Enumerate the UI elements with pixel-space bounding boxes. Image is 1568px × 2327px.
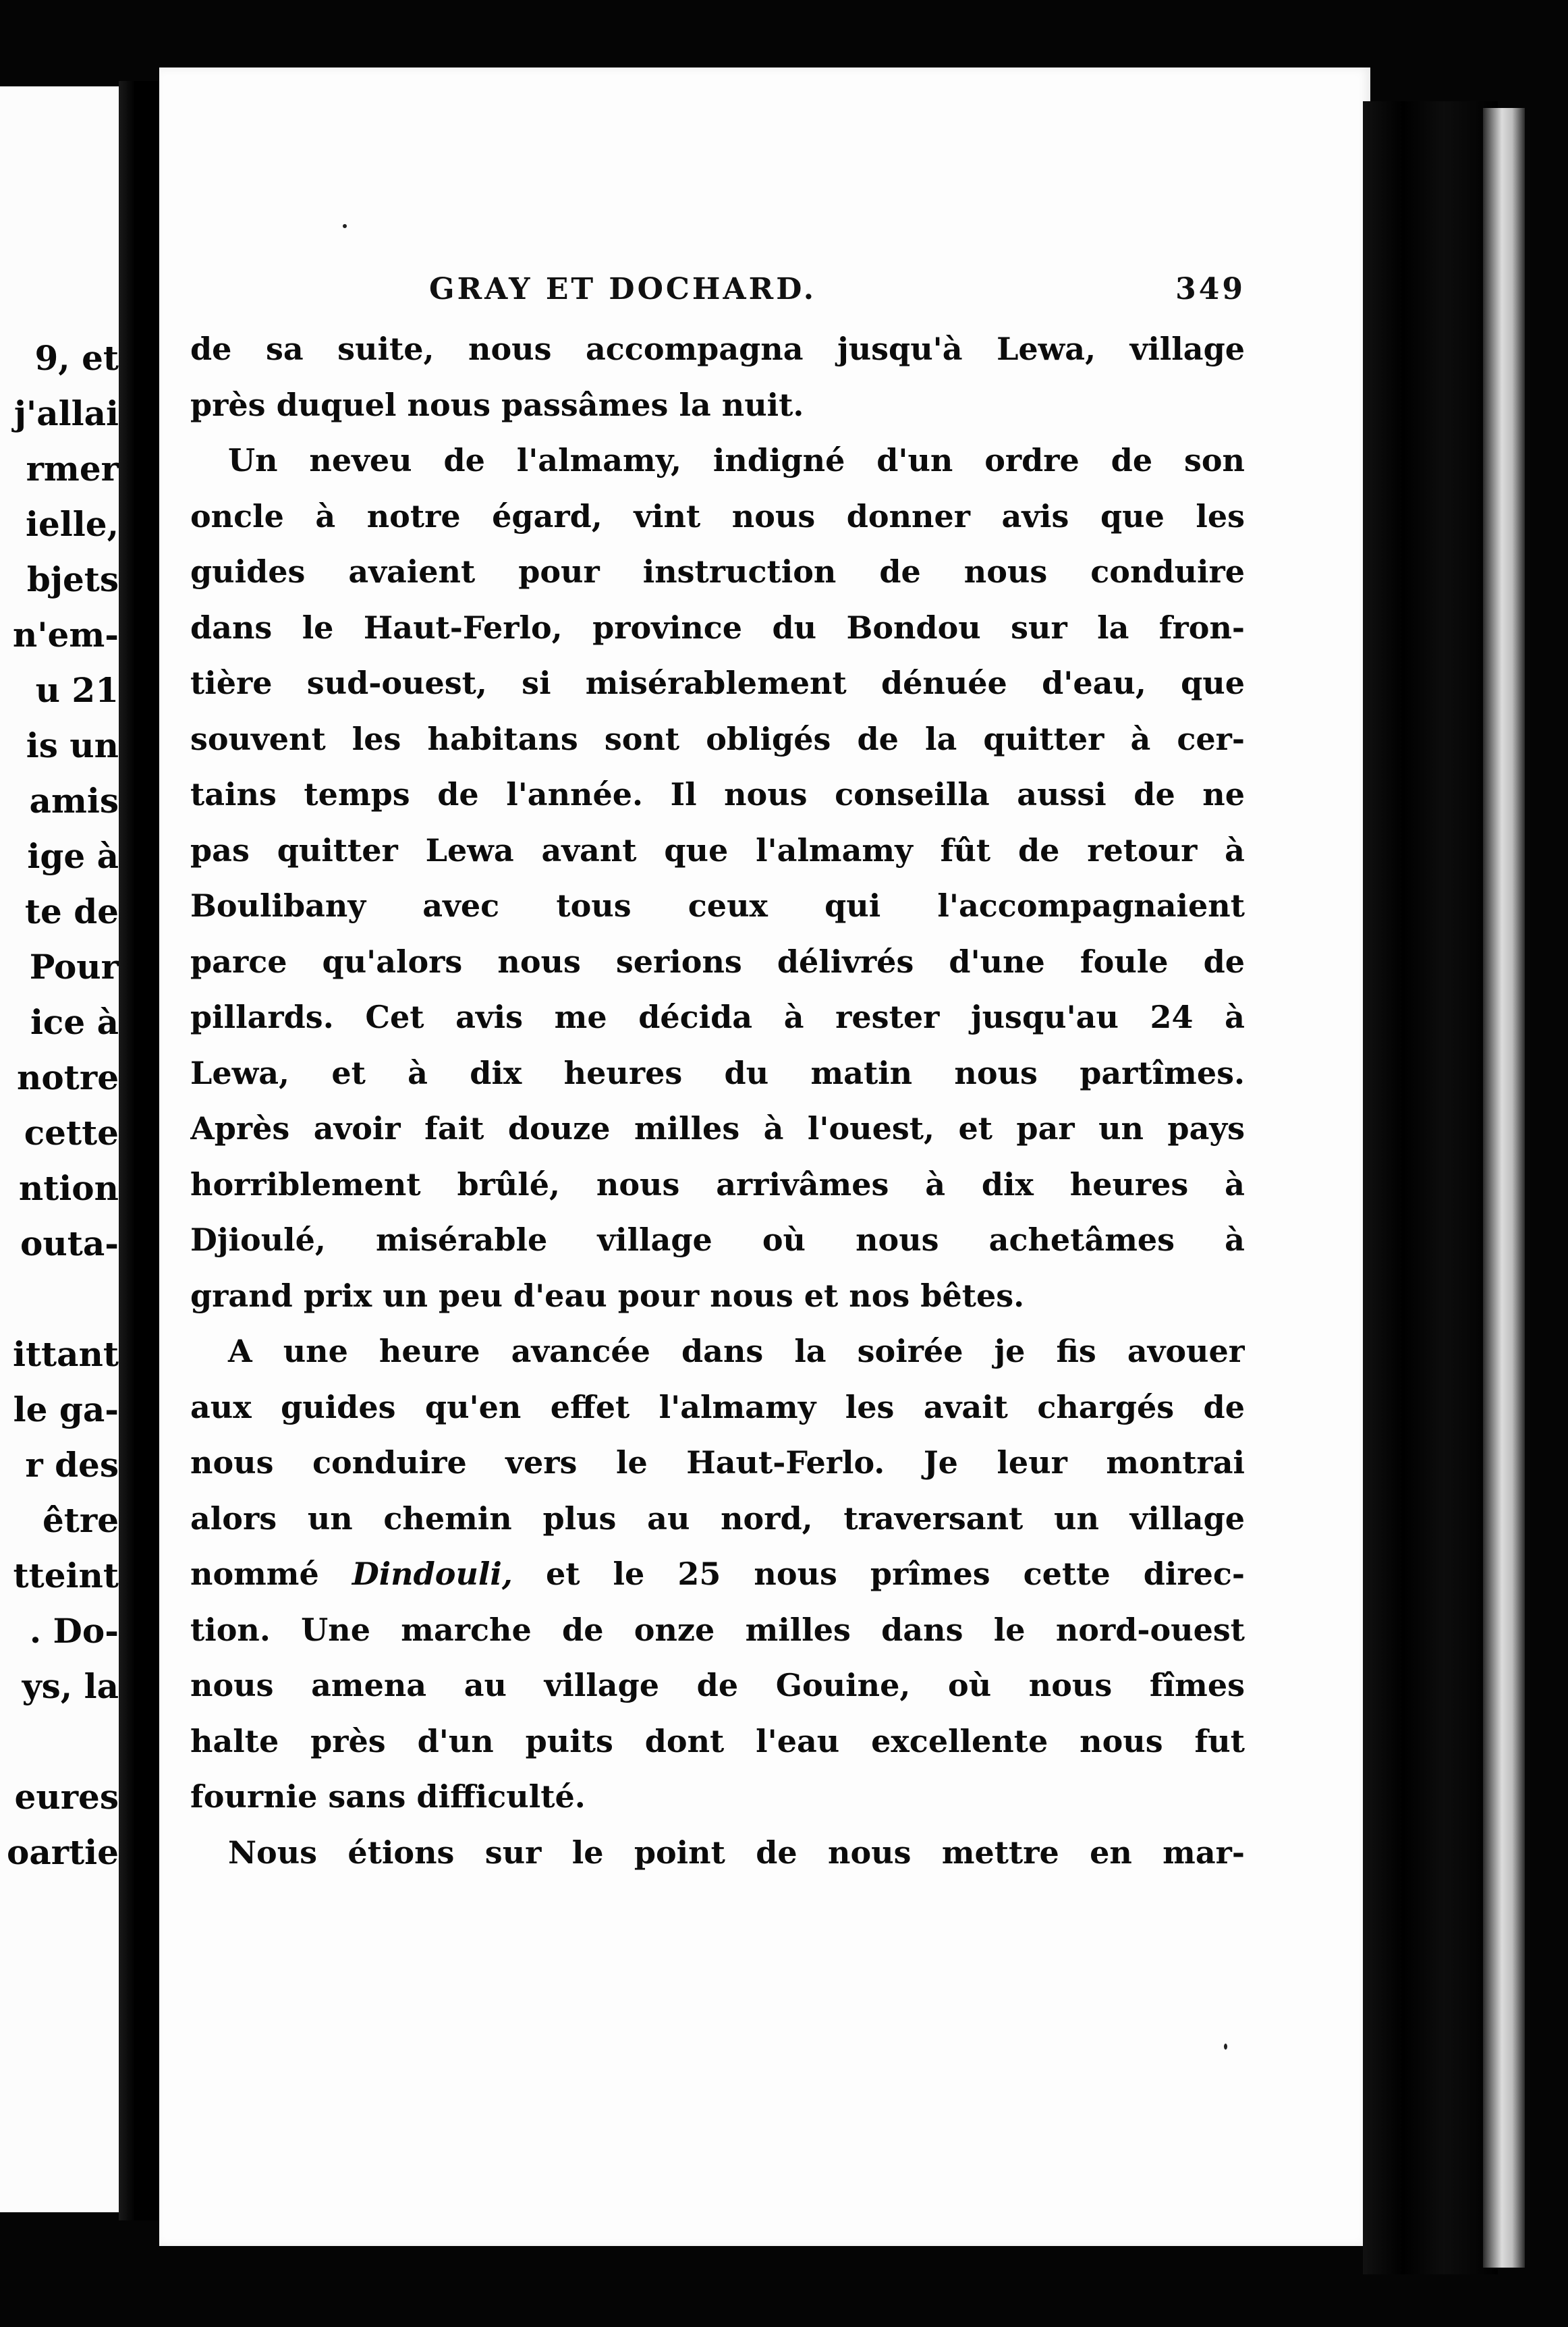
facing-page-fragment: ige à — [27, 836, 119, 876]
facing-page-fragment: être — [42, 1500, 119, 1540]
text-line: pillards. Cet avis me décida à rester jusqu'au 24 à — [190, 999, 1245, 1035]
text-line: Djioulé, misérable village où nous achetâmes à — [190, 1222, 1245, 1258]
text-line: parce qu'alors nous serions délivrés d'une foule de — [190, 943, 1245, 980]
facing-page-fragment: Pour — [29, 947, 119, 987]
book-edge-shadow — [1363, 101, 1498, 2274]
facing-page-fragment: notre — [17, 1058, 119, 1097]
page-number: 349 — [1175, 272, 1245, 306]
text-line: A une heure avancée dans la soirée je fis avouer — [228, 1333, 1245, 1369]
main-page — [159, 67, 1370, 2246]
facing-page-fragment: outa- — [20, 1224, 119, 1263]
body-text — [190, 321, 1245, 1880]
text-line: aux guides qu'en effet l'almamy les avait chargés de — [190, 1388, 1245, 1425]
book-page-edges — [1483, 108, 1525, 2268]
facing-page-fragment: ielle, — [25, 504, 119, 544]
facing-page-fragment: is un — [26, 726, 119, 765]
facing-page-fragment: 9, et — [34, 338, 119, 378]
text-line: Boulibany avec tous ceux qui l'accompagnaient — [190, 887, 1245, 924]
facing-page-fragment: n'em- — [12, 615, 119, 655]
running-head — [429, 272, 1245, 319]
facing-page-fragment — [7, 1714, 119, 1770]
page-gutter-shadow — [119, 81, 159, 2220]
text-line: Lewa, et à dix heures du matin nous partîmes. — [190, 1054, 1245, 1091]
facing-page-fragment: amis — [29, 781, 119, 821]
text-line: nous amena au village de Gouine, où nous fîmes — [190, 1667, 1245, 1703]
text-line: Après avoir fait douze milles à l'ouest, et par un pays — [190, 1110, 1245, 1147]
text-line: halte près d'un puits dont l'eau excellente nous fut — [190, 1722, 1245, 1759]
text-line: fournie sans difficulté. — [190, 1778, 586, 1815]
text-line: Nous étions sur le point de nous mettre en mar- — [228, 1834, 1245, 1871]
text-line: souvent les habitans sont obligés de la quitter à cer- — [190, 720, 1245, 757]
text-run: et le 25 nous prîmes cette direc- — [545, 1556, 1245, 1592]
facing-page-fragment: ittant — [12, 1334, 119, 1374]
facing-page-fragment: te de — [24, 892, 119, 931]
facing-page-fragment: ys, la — [22, 1666, 119, 1706]
text-line: Un neveu de l'almamy, indigné d'un ordre de son — [228, 442, 1245, 478]
place-name-italic: Dindouli, — [352, 1556, 513, 1592]
text-line: tion. Une marche de onze milles dans le nord-ouest — [190, 1611, 1245, 1648]
text-line-with-italic — [190, 1546, 1245, 1602]
facing-page-fragment: ntion — [18, 1168, 119, 1208]
facing-page-fragment: ice à — [30, 1002, 119, 1042]
text-line: pas quitter Lewa avant que l'almamy fût de retour à — [190, 831, 1245, 869]
text-line: tains temps de l'année. Il nous conseilla aussi de ne — [190, 776, 1245, 813]
text-line: tière sud-ouest, si misérablement dénuée d'eau, que — [190, 665, 1245, 701]
ink-speck — [1224, 2044, 1227, 2050]
facing-page-fragment: tteint — [13, 1556, 119, 1595]
facing-page-fragment: eures — [14, 1777, 119, 1817]
text-line: horriblement brûlé, nous arrivâmes à dix heures à — [190, 1166, 1245, 1203]
text-line: alors un chemin plus au nord, traversant un village — [190, 1500, 1245, 1537]
facing-page-left — [0, 86, 128, 2212]
ink-speck — [343, 224, 347, 228]
facing-page-fragment: oartie — [7, 1832, 119, 1872]
facing-page-fragment: r des — [25, 1445, 119, 1485]
running-title: GRAY ET DOCHARD. — [429, 272, 817, 306]
text-line: guides avaient pour instruction de nous conduire — [190, 553, 1245, 590]
facing-page-fragment: rmer — [26, 449, 119, 489]
text-line: nous conduire vers le Haut-Ferlo. Je leur montrai — [190, 1444, 1245, 1481]
text-line: grand prix un peu d'eau pour nous et nos bêtes. — [190, 1277, 1025, 1314]
facing-page-fragment — [7, 1271, 119, 1327]
text-line: de sa suite, nous accompagna jusqu'à Lewa, village — [190, 331, 1245, 367]
facing-page-fragment: u 21 — [35, 670, 119, 710]
facing-page-text-fragments — [7, 331, 119, 1880]
text-line: près duquel nous passâmes la nuit. — [190, 386, 804, 423]
text-line: dans le Haut-Ferlo, province du Bondou sur la fron- — [190, 609, 1245, 646]
facing-page-fragment: . Do- — [29, 1611, 119, 1651]
facing-page-fragment: j'allai — [13, 393, 119, 433]
text-run: nommé — [190, 1556, 319, 1592]
facing-page-fragment: bjets — [26, 559, 119, 599]
facing-page-fragment: le ga- — [13, 1390, 119, 1429]
facing-page-fragment: cette — [24, 1113, 119, 1153]
text-line: oncle à notre égard, vint nous donner avis que les — [190, 497, 1245, 535]
